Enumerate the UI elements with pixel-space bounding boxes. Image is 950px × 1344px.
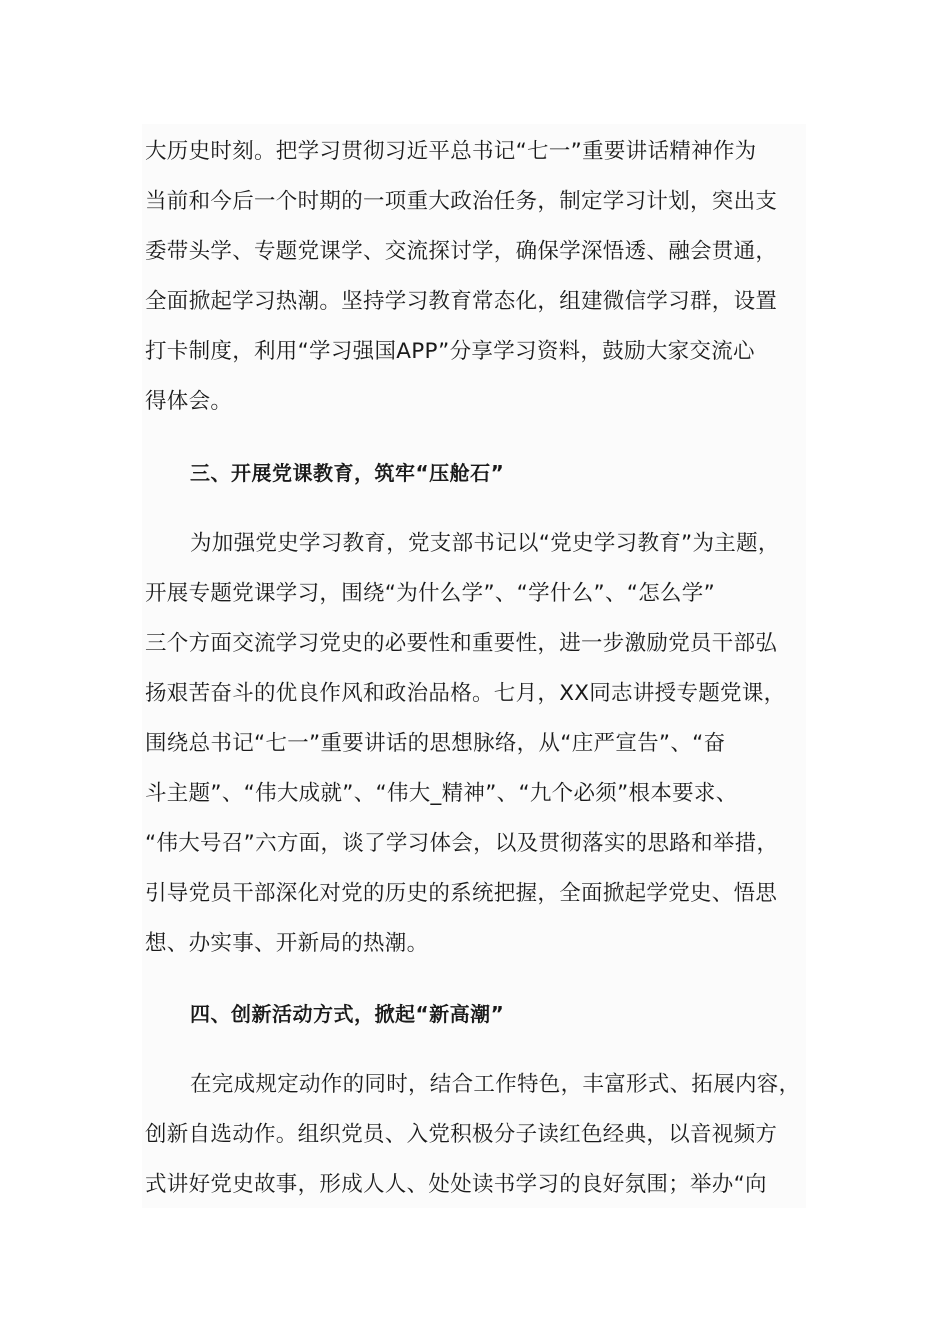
paragraph-line: 委带头学、专题党课学、交流探讨学，确保学深悟透、融会贯通，: [145, 239, 778, 264]
paragraph-line: 开展专题党课学习，围绕“为什么学”、“学什么”、“怎么学”: [145, 581, 716, 606]
paragraph-line: “伟大号召”六方面，谈了学习体会，以及贯彻落实的思路和举措，: [145, 831, 779, 856]
paragraph-line: 式讲好党史故事，形成人人、处处读书学习的良好氛围；举办“向: [145, 1172, 767, 1197]
paragraph-line: 扬艰苦奋斗的优良作风和政治品格。七月，XX同志讲授专题党课，: [145, 681, 786, 706]
paragraph-line: 引导党员干部深化对党的历史的系统把握，全面掀起学党史、悟思: [145, 881, 778, 906]
section-heading: 三、开展党课教育，筑牢“压舱石”: [190, 461, 505, 485]
paragraph-line: 当前和今后一个时期的一项重大政治任务，制定学习计划，突出支: [145, 189, 778, 214]
paragraph-line: 三个方面交流学习党史的必要性和重要性，进一步激励党员干部弘: [145, 631, 778, 656]
paragraph-line: 创新自选动作。组织党员、入党积极分子读红色经典，以音视频方: [145, 1122, 778, 1147]
section-heading: 四、创新活动方式，掀起“新高潮”: [190, 1002, 505, 1026]
paragraph-line: 全面掀起学习热潮。坚持学习教育常态化，组建微信学习群，设置: [145, 289, 778, 314]
paragraph-line: 斗主题”、“伟大成就”、“伟大_精神”、“九个必须”根本要求、: [145, 781, 738, 806]
paragraph-line: 为加强党史学习教育，党支部书记以“党史学习教育”为主题，: [190, 531, 780, 556]
paragraph-line: 得体会。: [145, 389, 233, 414]
paragraph-line: 大历史时刻。把学习贯彻习近平总书记“七一”重要讲话精神作为: [145, 139, 757, 164]
paragraph-line: 围绕总书记“七一”重要讲话的思想脉络，从“庄严宣告”、“奋: [145, 731, 726, 756]
paragraph-line: 想、办实事、开新局的热潮。: [145, 931, 429, 956]
paragraph-line: 打卡制度，利用“学习强国APP”分享学习资料，鼓励大家交流心: [145, 339, 755, 364]
paragraph-line: 在完成规定动作的同时，结合工作特色，丰富形式、拓展内容，: [190, 1072, 801, 1097]
